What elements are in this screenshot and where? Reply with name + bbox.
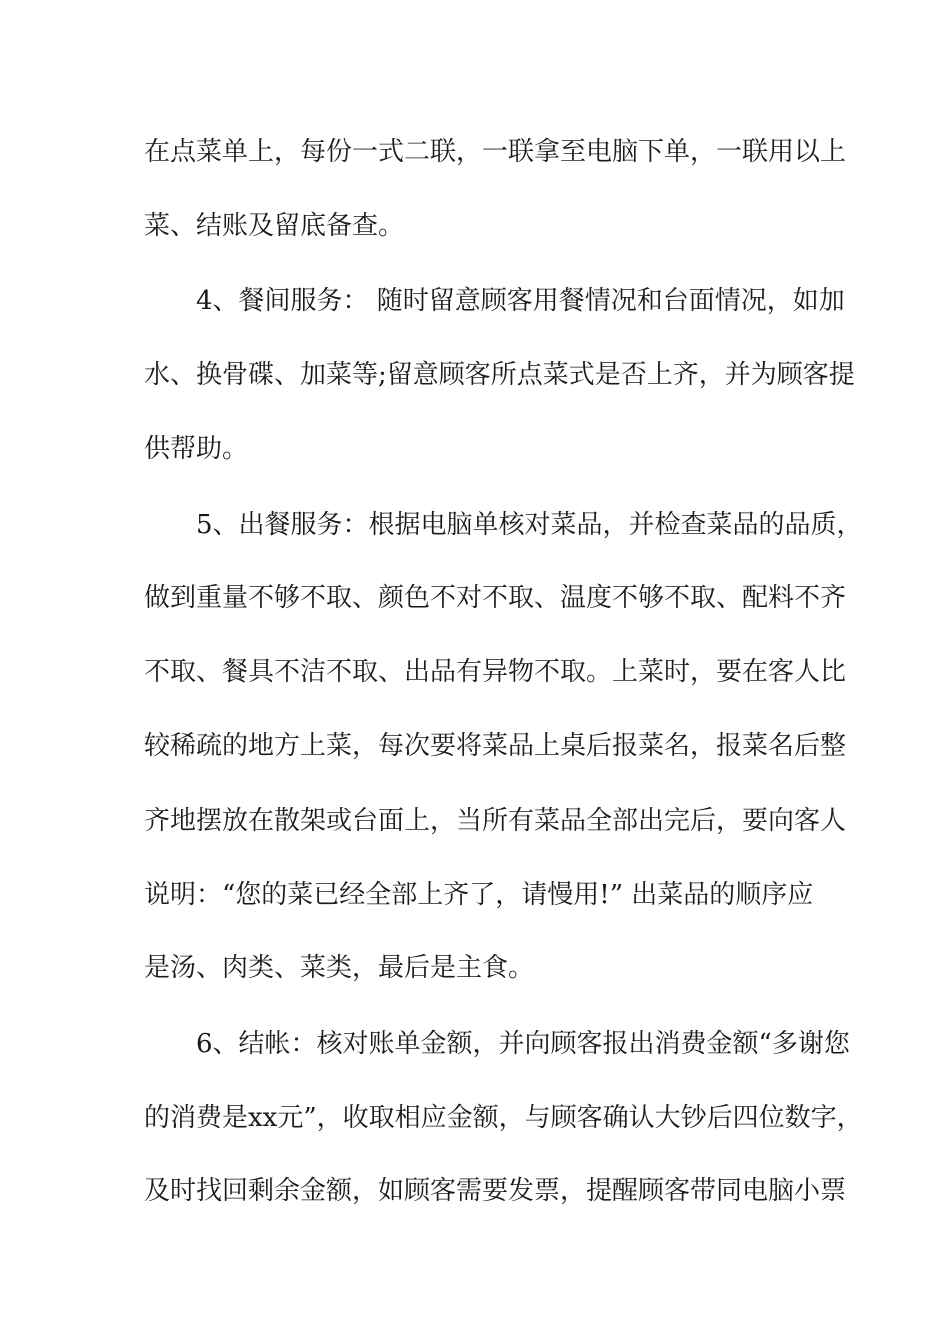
paragraph-5-line-4: 较稀疏的地方上菜，每次要将菜品上桌后报菜名，报菜名后整 [144, 731, 847, 761]
paragraph-6-line-2: 的消费是xx元”，收取相应金额，与顾客确认大钞后四位数字， [144, 1103, 863, 1133]
paragraph-4-line-2: 水、换骨碟、加菜等;留意顾客所点菜式是否上齐，并为顾客提 [144, 360, 855, 390]
paragraph-3-line-2: 菜、结账及留底备查。 [144, 211, 405, 241]
paragraph-4-line-1: 4、餐间服务： 随时留意顾客用餐情况和台面情况，如加 [196, 286, 845, 316]
paragraph-5-line-1: 5、出餐服务：根据电脑单核对菜品，并检查菜品的品质， [196, 510, 863, 540]
paragraph-5-line-2: 做到重量不够不取、颜色不对不取、温度不够不取、配料不齐 [144, 583, 847, 613]
paragraph-5-line-6: 说明：“您的菜已经全部上齐了，请慢用!” 出菜品的顺序应 [144, 880, 814, 910]
paragraph-5-line-7: 是汤、肉类、菜类，最后是主食。 [144, 953, 535, 983]
paragraph-3-line-1: 在点菜单上，每份一式二联，一联拿至电脑下单，一联用以上 [144, 137, 847, 167]
paragraph-6-line-1: 6、结帐：核对账单金额，并向顾客报出消费金额“多谢您 [196, 1029, 850, 1059]
paragraph-5-line-5: 齐地摆放在散架或台面上，当所有菜品全部出完后，要向客人 [144, 806, 847, 836]
paragraph-5-line-3: 不取、餐具不洁不取、出品有异物不取。上菜时，要在客人比 [144, 657, 847, 687]
paragraph-4-line-3: 供帮助。 [144, 434, 249, 464]
paragraph-6-line-3: 及时找回剩余金额，如顾客需要发票，提醒顾客带同电脑小票 [144, 1176, 847, 1206]
